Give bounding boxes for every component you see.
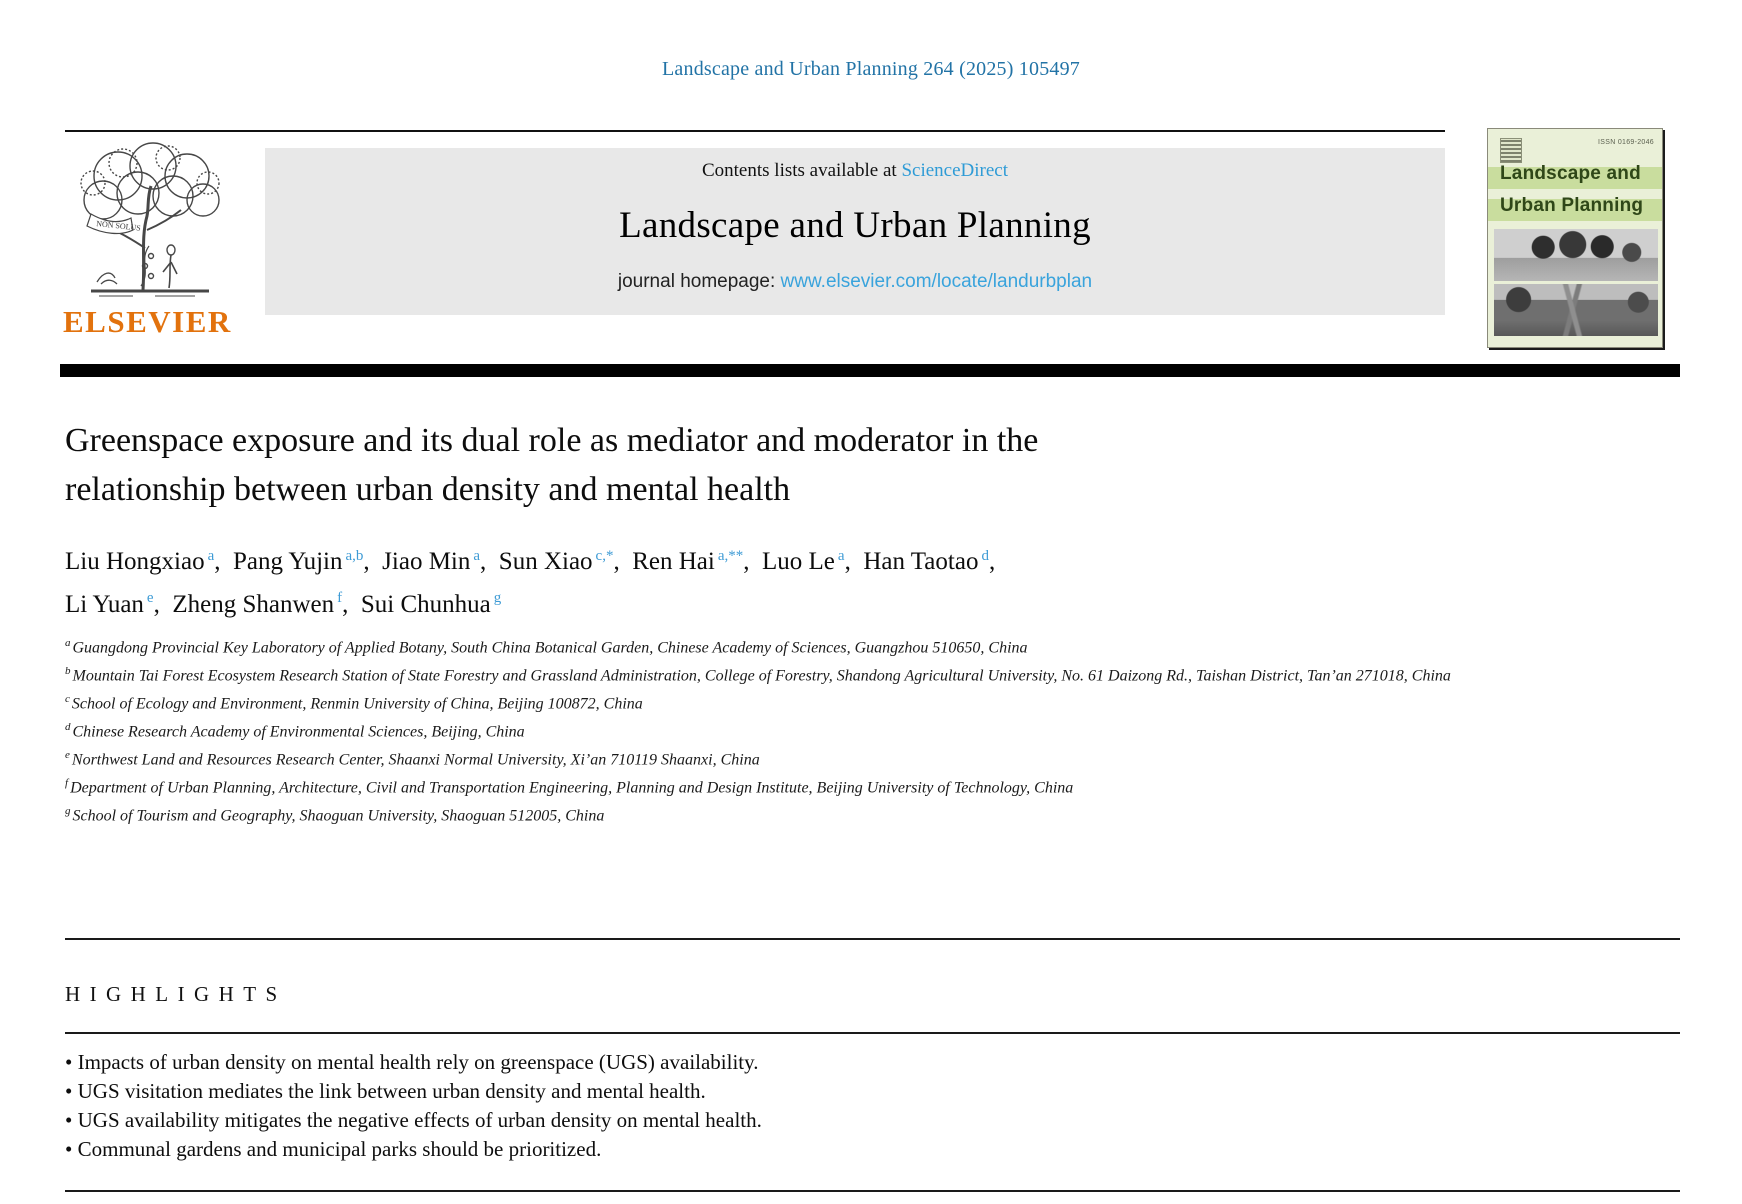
author-name: Ren Hai	[632, 548, 715, 576]
highlights-list	[65, 1048, 1565, 1164]
affiliation-marker: f	[65, 776, 69, 789]
elsevier-logo	[63, 138, 238, 343]
homepage-url-link[interactable]: www.elsevier.com/locate/landurbplan	[780, 271, 1093, 292]
highlights-heading: HIGHLIGHTS	[65, 982, 287, 1006]
journal-cover-thumbnail[interactable]	[1487, 128, 1663, 348]
author: Ren Hai $^{a,**}$,	[632, 548, 756, 576]
author-name: Sui Chunhua	[360, 590, 491, 618]
article-title-line2: relationship between urban density and mental health	[65, 471, 791, 508]
author: Han Taotao $^d$,	[863, 548, 996, 576]
journal-header-banner	[265, 148, 1445, 315]
cover-title-line1: Landscape and	[1500, 163, 1641, 184]
author-affiliation-marker: a	[473, 548, 481, 564]
author: Sun Xiao $^{c,*}$,	[498, 548, 626, 576]
affiliation	[65, 800, 1465, 828]
contents-prefix: Contents lists available at	[701, 160, 902, 181]
journal-title: Landscape and Urban Planning	[619, 205, 1091, 246]
affiliation-list	[65, 632, 1465, 827]
cover-photo-park	[1494, 229, 1658, 281]
affiliation-marker: e	[65, 748, 70, 761]
elsevier-wordmark: ELSEVIER	[63, 304, 232, 339]
author-line-2	[65, 580, 1565, 622]
author-affiliation-marker: a,b	[345, 548, 364, 564]
author-name: Li Yuan	[65, 590, 144, 618]
author-affiliation-marker: g	[493, 590, 502, 607]
affiliation-text: School of Ecology and Environment, Renmin University of China, Beijing 100872, China	[71, 695, 643, 713]
highlights-mid-rule	[65, 1032, 1680, 1034]
author-affiliation-marker: f	[337, 590, 343, 607]
header-divider-bar	[60, 364, 1680, 377]
highlights-top-rule	[65, 938, 1680, 940]
author-affiliation-marker: c,*	[595, 548, 614, 564]
affiliation-marker: g	[65, 804, 71, 817]
header-top-rule	[65, 130, 1445, 132]
affiliation-marker: b	[65, 664, 71, 677]
author-name: Liu Hongxiao	[65, 548, 205, 576]
affiliation	[65, 744, 1465, 772]
affiliation	[65, 660, 1465, 688]
author-name: Luo Le	[762, 548, 835, 576]
author-list	[65, 538, 1565, 623]
cover-issn: ISSN 0169-2046	[1598, 139, 1654, 146]
author-line-1	[65, 538, 1565, 580]
affiliation-text: Chinese Research Academy of Environmental Sciences, Beijing, China	[72, 723, 525, 741]
cover-photo-urban	[1494, 284, 1658, 336]
author: Liu Hongxiao $^a$,	[65, 548, 227, 576]
affiliation-text: Mountain Tai Forest Ecosystem Research Station of State Forestry and Grassland Administration, College of Forestry, Shandong Agricultural University, No. 61 Daizong Rd., Taishan District, Tan’an 271018, China	[72, 667, 1451, 685]
author: Zheng Shanwen $^f$,	[172, 590, 355, 618]
author: Luo Le $^a$,	[762, 548, 858, 576]
affiliation-marker: d	[65, 720, 71, 733]
sciencedirect-link[interactable]: ScienceDirect	[901, 160, 1009, 181]
article-title-line1: Greenspace exposure and its dual role as mediator and moderator in the	[65, 422, 1039, 459]
non-solus-motto: NON SOLUS	[95, 219, 142, 233]
cover-title-line2: Urban Planning	[1500, 195, 1644, 216]
affiliation	[65, 716, 1465, 744]
author-name: Han Taotao	[863, 548, 979, 576]
author-name: Jiao Min	[382, 548, 471, 576]
affiliation-text: School of Tourism and Geography, Shaoguan University, Shaoguan 512005, China	[72, 806, 605, 824]
author: Li Yuan $^e$,	[65, 590, 167, 618]
article-title	[65, 416, 1485, 514]
author	[361, 591, 501, 618]
affiliation-text: Department of Urban Planning, Architecture, Civil and Transportation Engineering, Planning and Design Institute, Beijing University of Technology, China	[70, 778, 1074, 796]
author-affiliation-marker: d	[981, 548, 989, 564]
affiliation-marker: c	[65, 692, 70, 705]
journal-citation-link[interactable]: Landscape and Urban Planning 264 (2025) 105497	[662, 58, 1080, 80]
highlight-item: • UGS availability mitigates the negative effects of urban density on mental health.	[65, 1106, 1565, 1135]
contents-line	[265, 160, 1445, 182]
highlight-item: • UGS visitation mediates the link between urban density and mental health.	[65, 1077, 1565, 1106]
highlight-item: • Impacts of urban density on mental health rely on greenspace (UGS) availability.	[65, 1048, 1565, 1077]
author: Pang Yujin $^{a,b}$,	[233, 548, 376, 576]
elsevier-tree-icon	[63, 138, 235, 304]
highlights-bottom-rule	[65, 1190, 1680, 1192]
author-affiliation-marker: a	[837, 548, 845, 564]
author-name: Zheng Shanwen	[172, 590, 335, 618]
author-name: Pang Yujin	[233, 548, 343, 576]
homepage-prefix: journal homepage:	[617, 271, 781, 292]
author-affiliation-marker: a,**	[717, 548, 744, 564]
highlight-item: • Communal gardens and municipal parks should be prioritized.	[65, 1135, 1565, 1164]
affiliation	[65, 688, 1465, 716]
affiliation	[65, 632, 1465, 660]
author-name: Sun Xiao	[498, 548, 593, 576]
author-affiliation-marker: e	[146, 590, 154, 607]
affiliation-text: Guangdong Provincial Key Laboratory of Applied Botany, South China Botanical Garden, Chinese Academy of Sciences, Guangzhou 510650, China	[72, 639, 1028, 657]
affiliation	[65, 772, 1465, 800]
cover-elsevier-mark-icon	[1500, 138, 1522, 163]
affiliation-text: Northwest Land and Resources Research Center, Shaanxi Normal University, Xi’an 710119 Shaanxi, China	[71, 751, 760, 769]
affiliation-marker: a	[65, 637, 71, 649]
author-affiliation-marker: a	[207, 548, 215, 564]
author: Jiao Min $^a$,	[382, 548, 493, 576]
homepage-line	[265, 271, 1445, 293]
